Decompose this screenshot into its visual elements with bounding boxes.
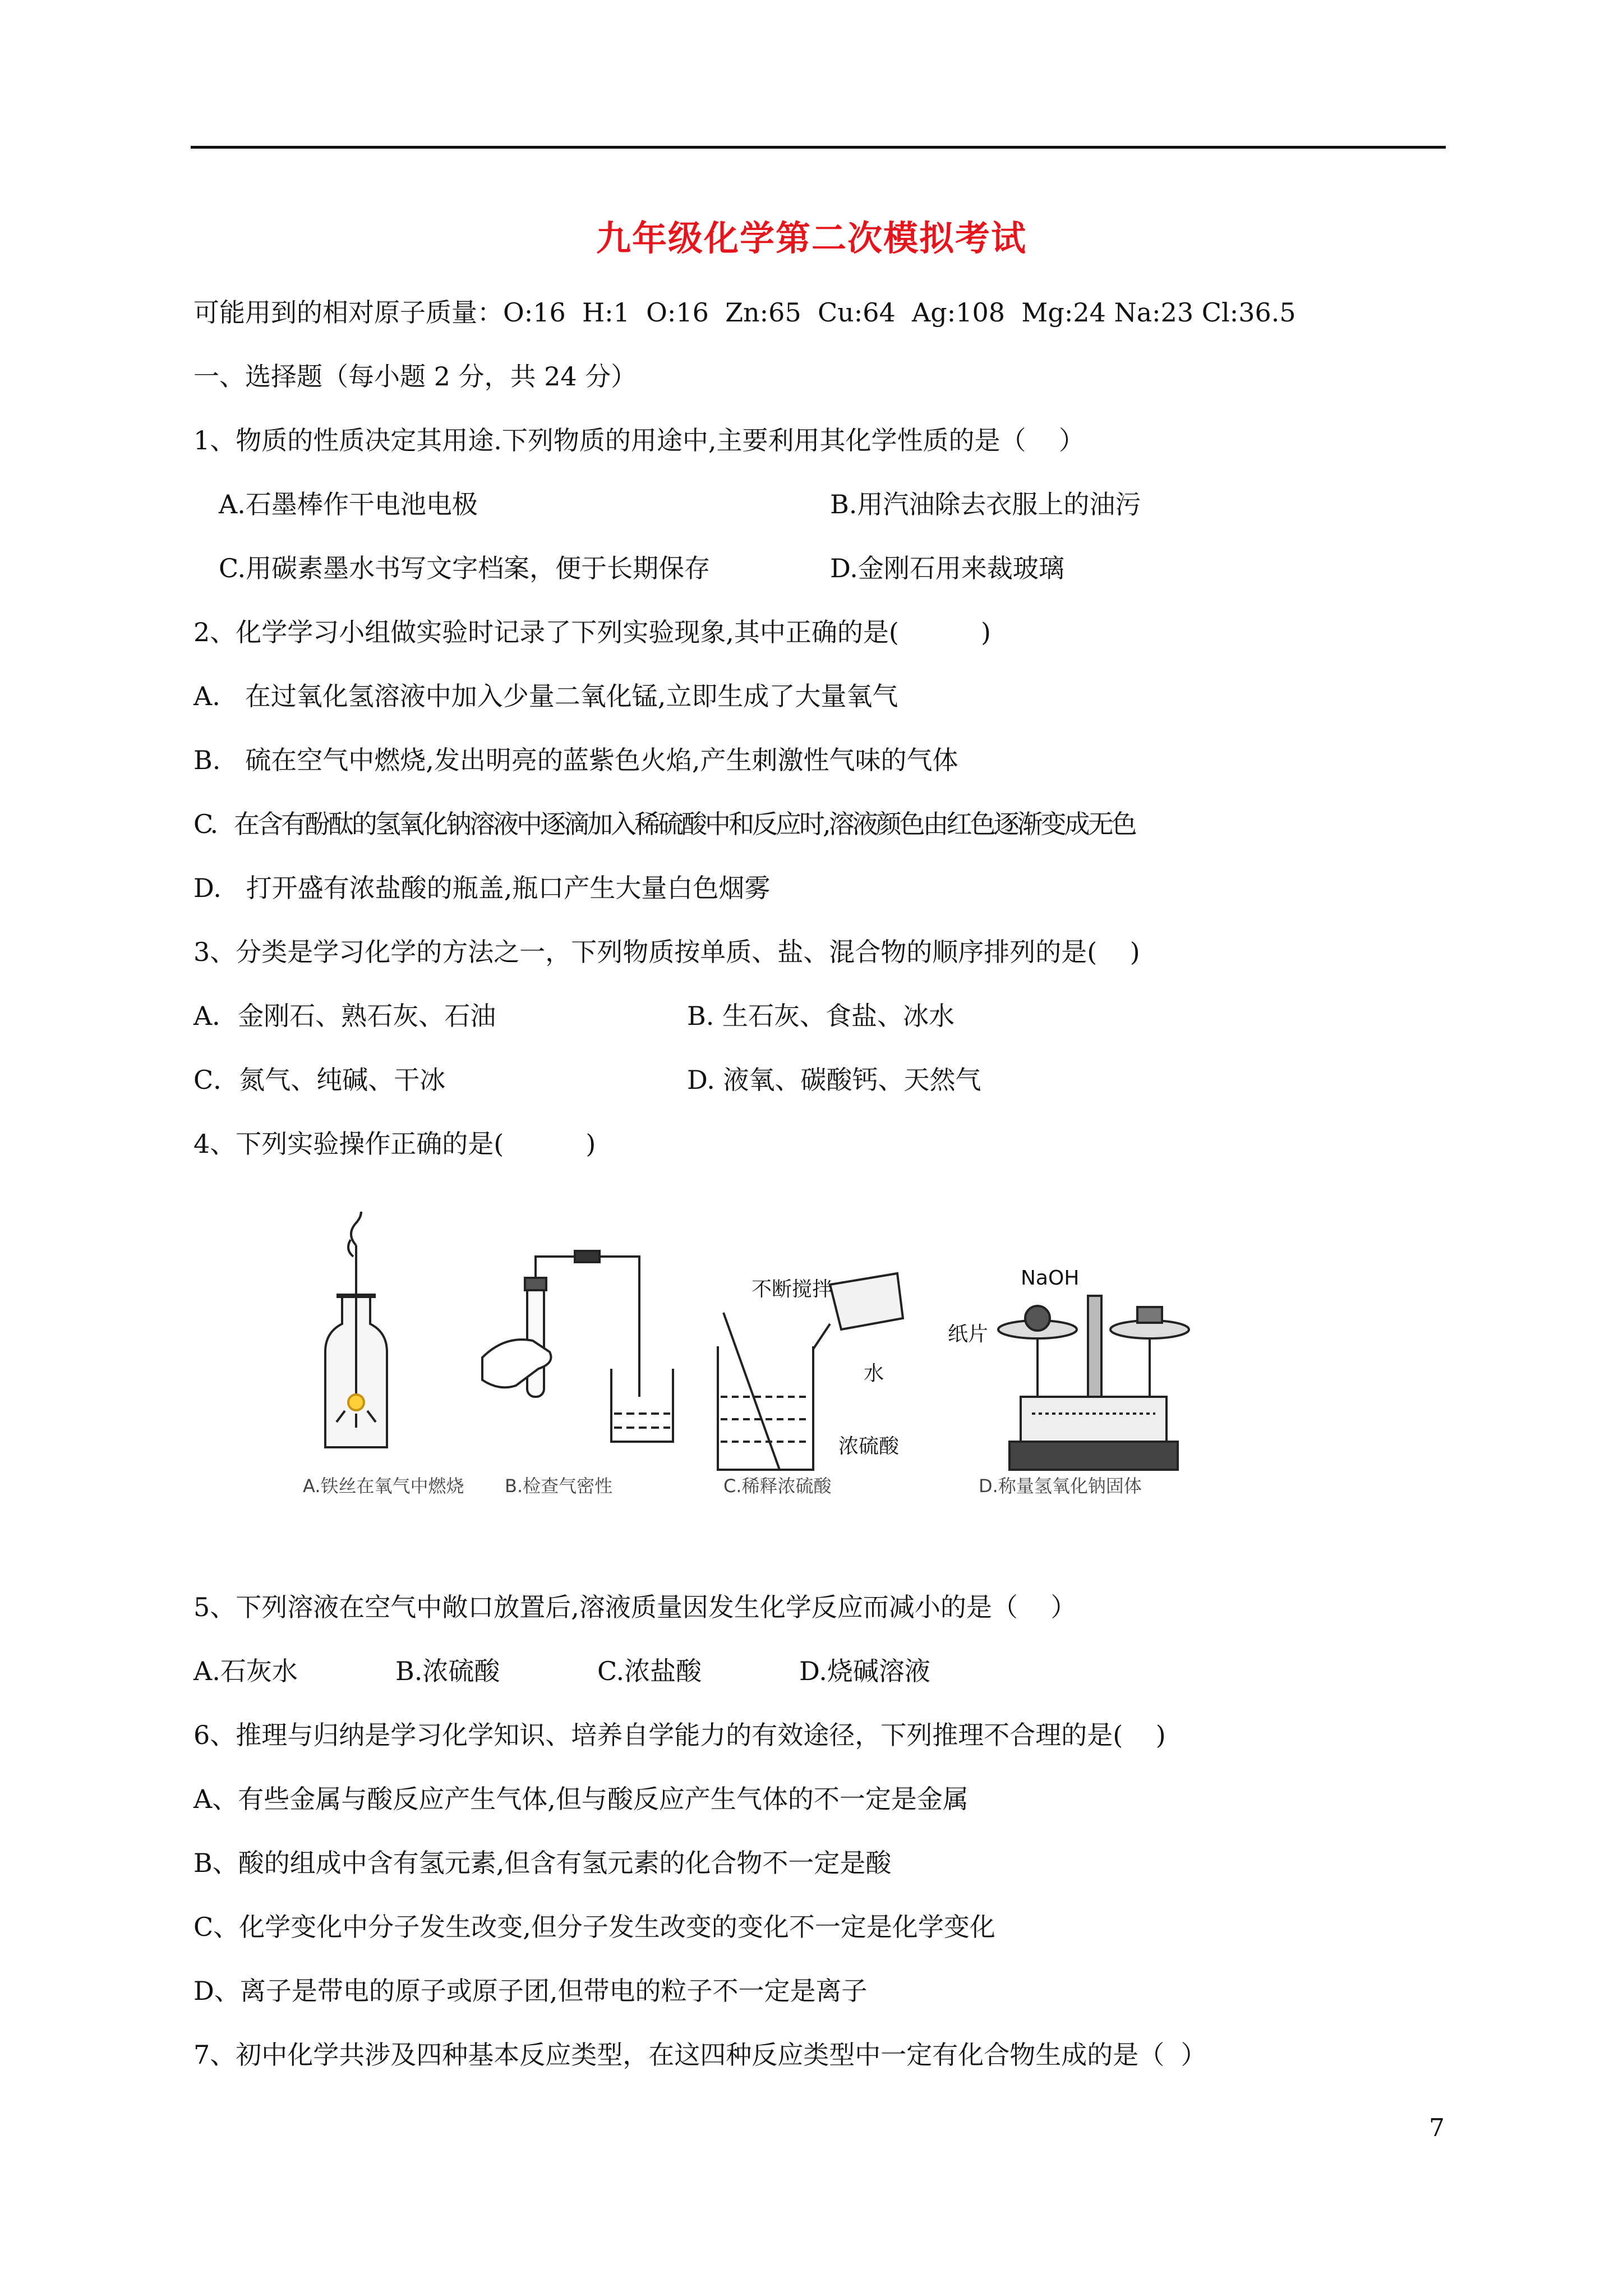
option-5d: D.烧碱溶液	[799, 1656, 930, 1686]
option-5c: C.浓盐酸	[597, 1656, 702, 1686]
option-1c: C.用碳素墨水书写文字档案，便于长期保存	[219, 553, 711, 583]
question-3-stem: 3、分类是学习化学的方法之一，下列物质按单质、盐、混合物的顺序排列的是( )	[193, 937, 1140, 967]
caption-b: B.检查气密性	[505, 1475, 613, 1497]
caption-d: D.称量氢氧化钠固体	[979, 1475, 1142, 1497]
option-6b: B、酸的组成中含有氢元素,但含有氢元素的化合物不一定是酸	[193, 1848, 892, 1878]
option-3d: D. 液氧、碳酸钙、天然气	[687, 1065, 981, 1095]
question-4-stem: 4、下列实验操作正确的是( )	[193, 1129, 596, 1159]
atomic-masses-line: 可能用到的相对原子质量：O:16 H:1 O:16 Zn:65 Cu:64 Ag:108 Mg:24 Na:23 Cl:36.5	[193, 297, 1296, 328]
question-5-stem: 5、下列溶液在空气中敞口放置后,溶液质量因发生化学反应而减小的是（ ）	[193, 1592, 1077, 1622]
figure-d-balance	[998, 1296, 1189, 1470]
option-1b: B.用汽油除去衣服上的油污	[830, 489, 1141, 519]
option-5b: B.浓硫酸	[395, 1656, 500, 1686]
option-3c: C．氮气、纯碱、干冰	[193, 1065, 446, 1095]
question-6-stem: 6、推理与归纳是学习化学知识、培养自学能力的有效途径，下列推理不合理的是( )	[193, 1720, 1166, 1750]
experiment-figure	[292, 1212, 1223, 1515]
option-6a: A、有些金属与酸反应产生气体,但与酸反应产生气体的不一定是金属	[193, 1784, 969, 1814]
option-2b: B. 硫在空气中燃烧,发出明亮的蓝紫色火焰,产生刺激性气味的气体	[193, 745, 958, 775]
page-number: 7	[1429, 2114, 1445, 2142]
label-naoh: NaOH	[1021, 1267, 1080, 1290]
label-water: 水	[864, 1362, 884, 1385]
label-acid: 浓硫酸	[838, 1435, 900, 1458]
option-3a: A．金刚石、熟石灰、石油	[193, 1001, 496, 1031]
label-paper: 纸片	[948, 1323, 989, 1346]
option-6d: D、离子是带电的原子或原子团,但带电的粒子不一定是离子	[193, 1976, 868, 2006]
label-stir: 不断搅拌	[751, 1278, 833, 1301]
caption-a: A.铁丝在氧气中燃烧	[303, 1475, 464, 1497]
page-title: 九年级化学第二次模拟考试	[596, 218, 1027, 259]
option-1d: D.金刚石用来裁玻璃	[830, 553, 1064, 583]
section-heading: 一、选择题（每小题 2 分，共 24 分）	[193, 361, 637, 392]
header-rule	[191, 146, 1446, 149]
question-7-stem: 7、初中化学共涉及四种基本反应类型，在这四种反应类型中一定有化合物生成的是（ ）	[193, 2040, 1207, 2070]
option-2c: C. 在含有酚酞的氢氧化钠溶液中逐滴加入稀硫酸中和反应时,溶液颜色由红色逐渐变成无色	[193, 809, 1135, 839]
option-3b: B. 生石灰、食盐、冰水	[687, 1001, 955, 1031]
option-5a: A.石灰水	[193, 1656, 298, 1686]
option-1a: A.石墨棒作干电池电极	[219, 489, 478, 519]
question-1-stem: 1、物质的性质决定其用途.下列物质的用途中,主要利用其化学性质的是（ ）	[193, 425, 1085, 455]
option-2d: D. 打开盛有浓盐酸的瓶盖,瓶口产生大量白色烟雾	[193, 873, 771, 903]
option-2a: A. 在过氧化氢溶液中加入少量二氧化锰,立即生成了大量氧气	[193, 681, 898, 711]
caption-c: C.稀释浓硫酸	[723, 1475, 832, 1497]
figure-b-apparatus	[482, 1251, 673, 1442]
question-2-stem: 2、化学学习小组做实验时记录了下列实验现象,其中正确的是( )	[193, 617, 992, 647]
figure-a-bottle	[325, 1212, 387, 1447]
option-6c: C、化学变化中分子发生改变,但分子发生改变的变化不一定是化学变化	[193, 1912, 995, 1942]
